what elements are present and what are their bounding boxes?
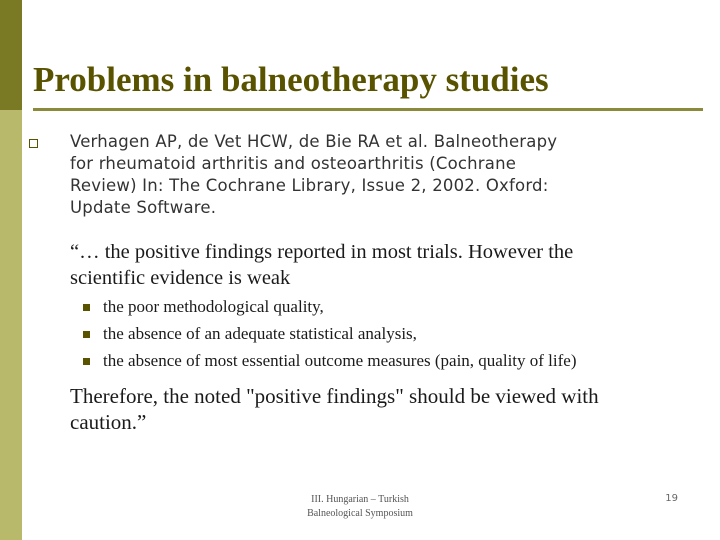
filled-square-bullet-icon <box>83 304 90 311</box>
sub-bullet-item: the absence of an adequate statistical analysis, <box>103 324 417 343</box>
conclusion-line: caution.” <box>70 410 147 434</box>
quote-line: “… the positive findings reported in most trials. However the <box>70 241 574 263</box>
reference-citation <box>70 131 700 219</box>
footer-line: III. Hungarian – Turkish <box>311 494 409 505</box>
footer-symposium <box>250 493 470 521</box>
reference-line: Verhagen AP, de Vet HCW, de Bie RA et al. Balneotherapy <box>70 132 558 151</box>
footer-line: Balneological Symposium <box>307 508 413 519</box>
reference-line: Review) In: The Cochrane Library, Issue 2, 2002. Oxford: <box>70 176 549 195</box>
reference-line: for rheumatoid arthritis and osteoarthritis (Cochrane <box>70 154 517 173</box>
left-accent-bar-top <box>0 0 22 110</box>
quote-line: scientific evidence is weak <box>70 267 291 289</box>
hollow-square-bullet-icon <box>29 139 38 148</box>
quote-block <box>70 239 573 291</box>
page-number: 19 <box>665 493 678 504</box>
filled-square-bullet-icon <box>83 358 90 365</box>
sub-bullet-item: the poor methodological quality, <box>103 297 324 316</box>
filled-square-bullet-icon <box>83 331 90 338</box>
reference-line: Update Software. <box>70 198 217 217</box>
title-underline <box>33 108 703 111</box>
slide-title: Problems in balneotherapy studies <box>33 60 549 99</box>
sub-bullet-item: the absence of most essential outcome measures (pain, quality of life) <box>103 351 577 370</box>
conclusion-block <box>70 383 599 435</box>
conclusion-line: Therefore, the noted "positive findings" should be viewed with <box>70 384 599 408</box>
